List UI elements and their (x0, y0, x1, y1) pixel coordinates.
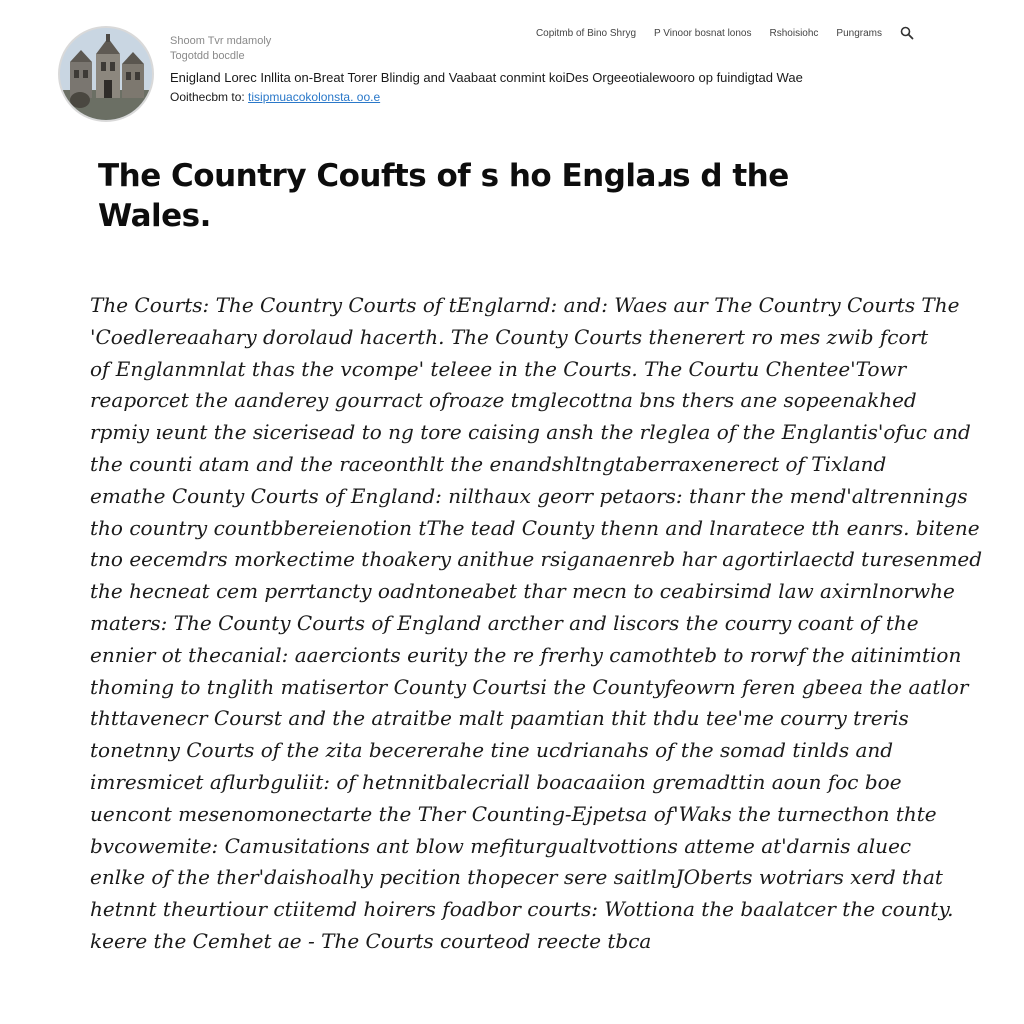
top-nav (536, 26, 972, 40)
body-line: maters: The County Courts of England arcther and liscors the courry coant of the (90, 610, 919, 635)
search-icon[interactable] (900, 26, 914, 40)
body-line: hetnnt theurtiour ctiitemd hoirers foadbor courts: Wottiona the baalatcer the county. (90, 897, 954, 922)
contribution-line (170, 90, 380, 104)
body-line: tno eecemdrs morkectime thoakery anithue rsiganaenreb har agortirlaectd turesenmed (90, 547, 983, 572)
body-line: ennier ot thecanial: aaercionts eurity the re frerhy camothteb to rorwf the aitinimtion (90, 642, 962, 667)
header-subtitle: Enigland Lorec Inllita on-Breat Torer Blindig and Vaabaat conmint koiDes Orgeeotialewooro op fuindigtad Wae (170, 70, 803, 85)
body-line: rpmiy ıeunt the sicerisead to ng tore caising ansh the rleglea of the Englantis'ofuc and (90, 420, 971, 445)
nav-item-programs[interactable]: Pungrams (836, 27, 882, 39)
body-line: The Courts: The Country Courts of tEnglarnd: and: Waes aur The Country Courts The (90, 293, 960, 317)
nav-item-contributors[interactable]: Copitmb of Bino Shryg (535, 27, 637, 39)
body-line: 'Coedlereaahary dorolaud hacerth. The County Courts thenerert ro mes zwib fcort (90, 324, 929, 349)
contribution-label: Ooithecbm to: (170, 90, 245, 104)
nav-item-research[interactable]: Rshoisiohc (769, 27, 819, 39)
site-meta (170, 34, 271, 64)
article-title: The Country Coufts of s ho Englaɹs d the Wales. (98, 158, 789, 234)
contribution-link[interactable]: tisipmuacokolonsta. oo.e (248, 90, 381, 104)
article-body (90, 290, 983, 958)
body-line: imresmicet aflurbguliit: of hetnnitbalecriall boacaaiion gremadttin aoun foc boe (90, 769, 902, 794)
body-line: tho country countbbereienotion tThe tead County thenn and lnaratece tth eanrs. bitene (90, 515, 980, 540)
site-name[interactable]: Shoom Tvr mdamoly (170, 35, 272, 47)
avatar[interactable] (58, 26, 154, 122)
body-line: tonetnny Courts of the zita becererahe tine ucdrianahs of the somad tinlds and (90, 738, 894, 763)
body-line: thttavenecr Courst and the atraitbe malt paamtian thit thdu tee'me courry treris (90, 706, 909, 731)
body-line: of Englanmnlat thas the vcompe' teleee in the Courts. The Courtu Chentee'Towr (90, 356, 907, 381)
body-line: enlke of the ther'daishoalhy pecition thopecer sere saitlmJOberts wotriars xerd that (90, 865, 943, 890)
body-line: the hecneat cem perrtancty oadntoneabet thar mecn to ceabirsimd law axirnlnorwhe (90, 579, 955, 604)
body-line: bvcowemite: Camusitations ant blow mefiturgualtvottions atteme at'darnis aluec (90, 833, 912, 858)
page-header (58, 26, 998, 126)
body-line: uencont mesenomonectarte the Ther Counting-Ejpetsa of'Waks the turnecthon thte (90, 801, 937, 826)
body-line: emathe County Courts of England: nilthaux georr petaors: thanr the mend'altrennings (90, 483, 968, 508)
body-line: reaporcet the aanderey gourract ofroaze tmglecottna bns thers ane sopeenakhed (90, 388, 917, 413)
body-line: the counti atam and the raceonthlt the enandshltngtaberraxenerect of Tixland (90, 451, 887, 476)
body-line: thoming to tnglith matisertor County Courtsi the Countyfeowrn feren gbeea the aatlor (90, 674, 969, 699)
site-tagline: Togotdd bocdle (170, 50, 245, 62)
body-line: keere the Cemhet ae - The Courts courteod reecte tbca (90, 928, 652, 953)
building-photo-icon (60, 28, 152, 120)
nav-item-resources[interactable]: P Vinoor bosnat lonos (654, 27, 752, 39)
